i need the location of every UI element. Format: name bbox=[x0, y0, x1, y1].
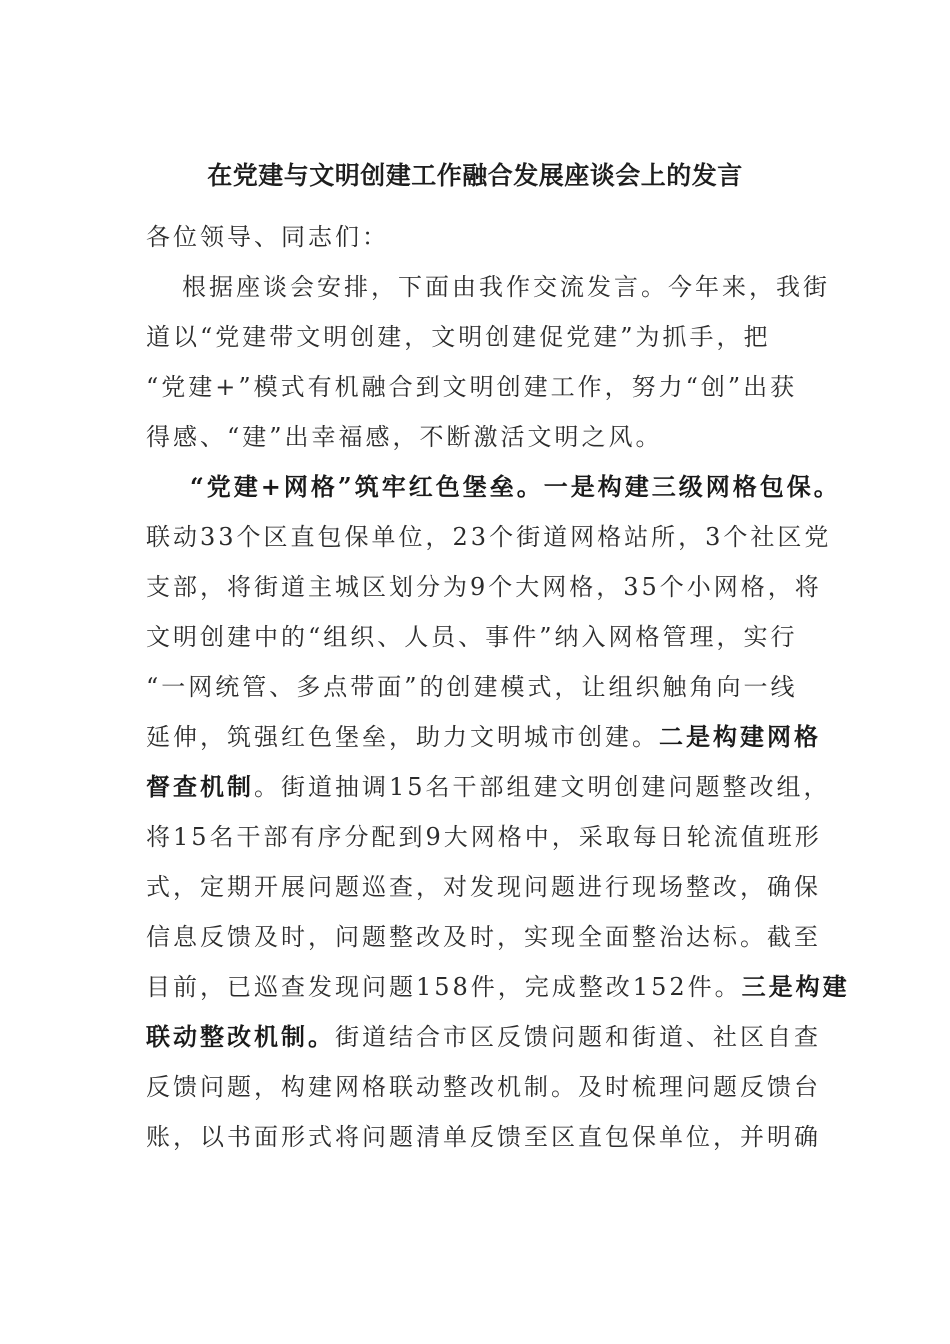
text-segment: 信息反馈及时，问题整改及时，实现全面整治达标。截至 bbox=[146, 923, 821, 951]
text-segment: 联动33个区直包保单位，23个街道网格站所，3个社区党 bbox=[146, 523, 832, 551]
text-segment: 目前，已巡查发现问题158件，完成整改152件。 bbox=[146, 973, 742, 1001]
text-line bbox=[146, 912, 821, 962]
text-line bbox=[146, 312, 771, 362]
text-line bbox=[146, 1062, 821, 1112]
text-segment: 得感、“建”出幸福感，不断激活文明之风。 bbox=[146, 423, 663, 451]
text-line bbox=[146, 512, 831, 562]
text-line bbox=[146, 812, 822, 862]
text-segment: 。街道抽调15名干部组建文明创建问题整改组， bbox=[254, 773, 831, 801]
text-line bbox=[146, 1112, 821, 1162]
text-line bbox=[182, 262, 830, 312]
text-segment: 账，以书面形式将问题清单反馈至区直包保单位，并明确 bbox=[146, 1123, 821, 1151]
text-line bbox=[190, 462, 841, 512]
text-segment: 道以“党建带文明创建，文明创建促党建”为抓手，把 bbox=[146, 323, 771, 351]
text-segment: “一网统管、多点带面”的创建模式，让组织触角向一线 bbox=[146, 673, 798, 701]
text-segment: 文明创建中的“组织、人员、事件”纳入网格管理，实行 bbox=[146, 623, 798, 651]
text-line bbox=[146, 562, 822, 612]
bold-text-segment: 督查机制 bbox=[146, 772, 254, 801]
document-title: 在党建与文明创建工作融合发展座谈会上的发言 bbox=[207, 161, 743, 190]
bold-text-segment: “党建+网格”筑牢红色堡垒。一是构建三级网格包保。 bbox=[190, 472, 841, 501]
text-segment: 式，定期开展问题巡查，对发现问题进行现场整改，确保 bbox=[146, 873, 821, 901]
text-line bbox=[146, 962, 850, 1012]
text-line bbox=[146, 862, 821, 912]
bold-text-segment: 三是构建 bbox=[741, 972, 850, 1001]
salutation: 各位领导、同志们： bbox=[146, 223, 389, 251]
text-segment: 反馈问题，构建网格联动整改机制。及时梳理问题反馈台 bbox=[146, 1073, 821, 1101]
text-line bbox=[146, 362, 797, 412]
text-line bbox=[146, 412, 663, 462]
text-segment: 街道结合市区反馈问题和街道、社区自查 bbox=[335, 1023, 821, 1051]
text-segment: 延伸，筑强红色堡垒，助力文明城市创建。 bbox=[146, 723, 659, 751]
text-line bbox=[146, 762, 831, 812]
text-line bbox=[146, 662, 798, 712]
text-line bbox=[146, 1012, 821, 1062]
bold-text-segment: 联动整改机制。 bbox=[146, 1022, 335, 1051]
bold-text-segment: 二是构建网格 bbox=[659, 722, 821, 751]
text-line bbox=[146, 712, 821, 762]
text-segment: 支部，将街道主城区划分为9个大网格，35个小网格，将 bbox=[146, 573, 822, 601]
text-segment: 根据座谈会安排，下面由我作交流发言。今年来，我街 bbox=[182, 273, 830, 301]
text-segment: 将15名干部有序分配到9大网格中，采取每日轮流值班形 bbox=[146, 823, 822, 851]
text-line bbox=[146, 612, 798, 662]
text-segment: “党建+”模式有机融合到文明创建工作，努力“创”出获 bbox=[146, 373, 798, 401]
